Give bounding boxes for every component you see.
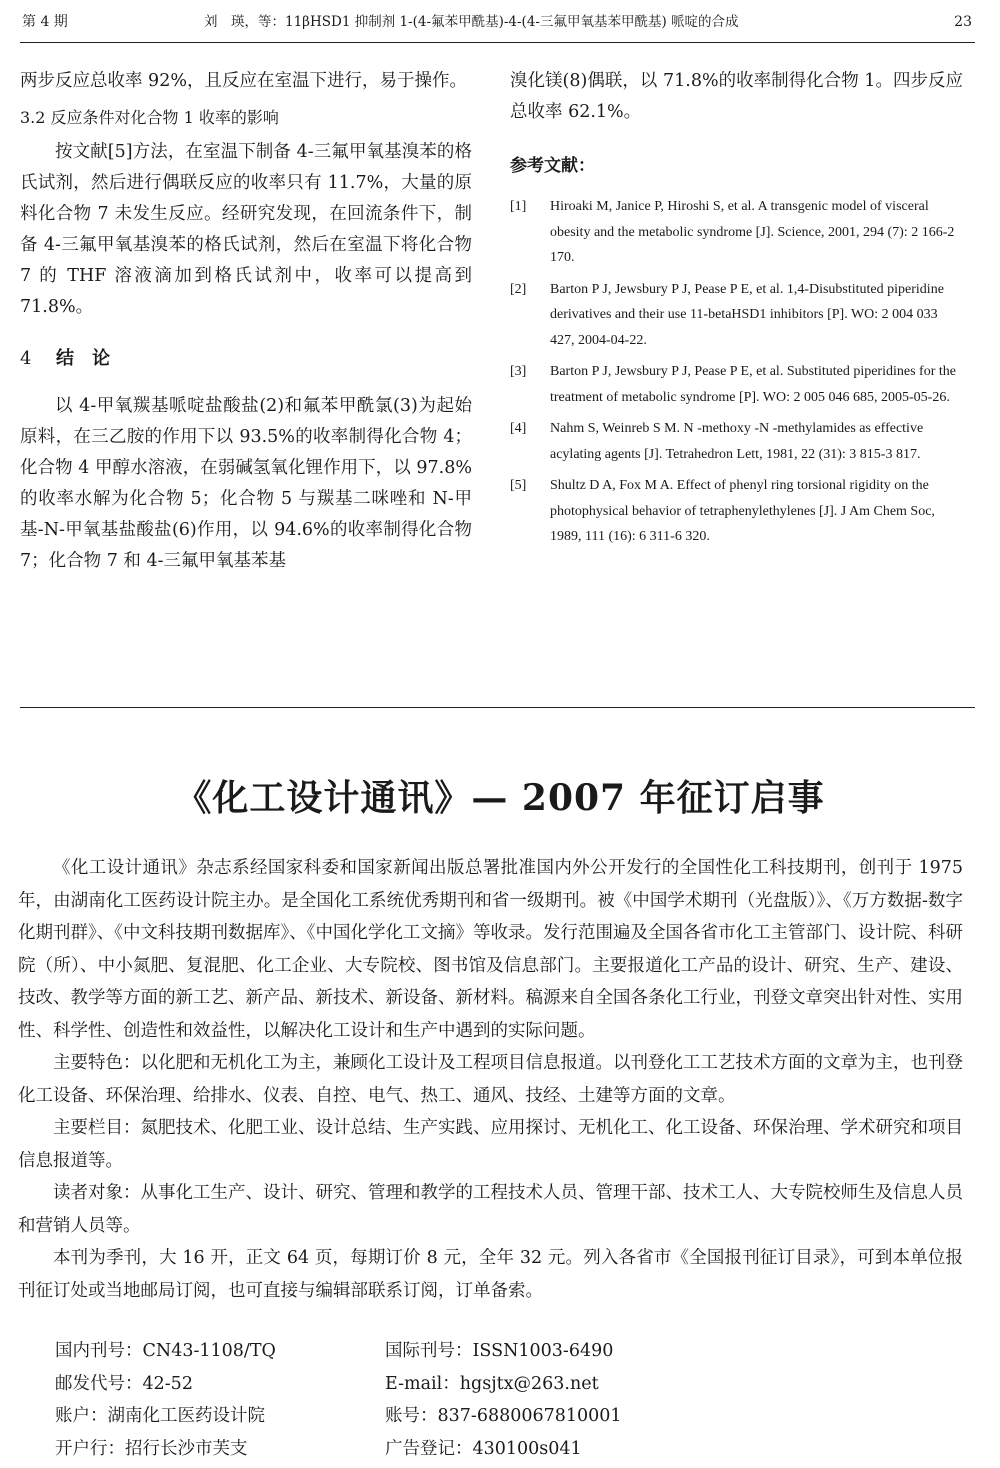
reference-number: [2] [510,281,527,297]
account-name: 账户：湖南化工医药设计院 [55,1406,265,1426]
publication-info [55,1335,955,1465]
subsection-heading-3-2: 3.2 反应条件对化合物 1 收率的影响 [20,108,279,127]
reference-text: Nahm S, Weinreb S M. N -methoxy -N -methylamides as effective acylating agents [J]. Tetrahedron Lett, 1981, 22 (31): 3 815-3 817. [550,421,924,462]
bank-name: 开户行：招行长沙市芙支 [55,1438,248,1459]
notice-title: 《化工设计通讯》— 2007 年征订启事 [175,777,825,819]
paragraph-reaction-conditions: 按文献[5]方法，在室温下制备 4-三氟甲氧基溴苯的格氏试剂，然后进行偶联反应的收率只有 11.7%，大量的原料化合物 7 未发生反应。经研究发现，在回流条件下，制备 4-三氟甲氧基溴苯的格氏试剂，然后在室温下将化合物 7 的 THF 溶液滴加到格氏试剂中，收率可以提高到 71.8%。 [20,142,472,317]
info-row [55,1433,955,1466]
page-number: 23 [954,14,972,30]
reference-text: Shultz D A, Fox M A. Effect of phenyl ring torsional rigidity on the photophysical behavior of tetraphenylethylenes [J]. J Am Chem Soc, 1989, 111 (16): 6 311-6 320. [550,478,935,544]
running-header [22,10,972,34]
issn-number: 国际刊号：ISSN1003-6490 [385,1341,614,1361]
section-divider [20,707,975,708]
section-heading-conclusion [20,345,472,373]
reference-item [510,473,963,550]
references-heading: 参考文献： [510,156,595,176]
ad-license: 广告登记：430100s041 [385,1438,582,1459]
reference-number: [3] [510,364,527,379]
info-row [55,1400,955,1433]
notice-paragraph-features: 主要特色：以化肥和无机化工为主，兼顾化工设计及工程项目信息报道。以刊登化工工艺技术方面的文章为主，也刊登化工设备、环保治理、给排水、仪表、自控、电气、热工、通风、技经、土建等方面的文章。 [18,1053,963,1106]
reference-text: Hiroaki M, Janice P, Hiroshi S, et al. A transgenic model of visceral obesity and the metabolic syndrome [J]. Science, 2001, 294 (7): 2 166-2 170. [550,199,955,265]
reference-item [510,277,963,354]
reference-item [510,359,963,410]
subscription-notice [18,852,963,1307]
paragraph-conclusion-end: 溴化镁(8)偶联，以 71.8%的收率制得化合物 1。四步反应总收率 62.1%。 [510,71,963,122]
notice-paragraph-intro: 《化工设计通讯》杂志系经国家科委和国家新闻出版总署批准国内外公开发行的全国性化工科技期刊，创刊于 1975 年，由湖南化工医药设计院主办。是全国化工系统优秀期刊和省一级期刊。被《中国学术期刊（光盘版）》、《万方数据-数字化期刊群》、《中文科技期刊数据库》、《中国化学化工文摘》等收录。发行范围遍及全国各省市化工主管部门、设计院、科研院（所）、中小氮肥、复混肥、化工企业、大专院校、图书馆及信息部门。主要报道化工产品的设计、研究、生产、建设、技改、教学等方面的新工艺、新产品、新技术、新设备、新材料。稿源来自全国各条化工行业，刊登文章突出针对性、实用性、科学性、创造性和效益性，以解决化工设计和生产中遇到的实际问题。 [18,858,963,1041]
running-title: 刘 瑛，等：11βHSD1 抑制剂 1-(4-氟苯甲酰基)-4-(4-三氟甲氧基苯甲酰基) 哌啶的合成 [204,14,739,30]
section-title: 结 论 [56,348,110,369]
notice-paragraph-pricing: 本刊为季刊，大 16 开，正文 64 页，每期订价 8 元，全年 32 元。列入各省市《全国报刊征订目录》，可到本单位报刊征订处或当地邮局订阅，也可直接与编辑部联系订阅，订单备索。 [18,1248,963,1301]
right-column [510,66,963,556]
left-column [20,66,472,577]
reference-text: Barton P J, Jewsbury P J, Pease P E, et al. Substituted piperidines for the treatment of metabolic syndrome [P]. WO: 2 005 046 685, 2005-05-26. [550,364,956,405]
domestic-number: 国内刊号：CN43-1108/TQ [55,1341,276,1361]
reference-item [510,416,963,467]
notice-paragraph-columns: 主要栏目：氮肥技术、化肥工业、设计总结、生产实践、应用探讨、无机化工、化工设备、环保治理、学术研究和项目信息报道等。 [18,1118,963,1171]
account-number: 账号：837-6880067810001 [385,1406,622,1426]
email-address: E-mail：hgsjtx@263.net [385,1373,599,1394]
reference-number: [5] [510,478,527,493]
notice-paragraph-readers: 读者对象：从事化工生产、设计、研究、管理和教学的工程技术人员、管理干部、技术工人、大专院校师生及信息人员和营销人员等。 [18,1183,963,1236]
reference-text: Barton P J, Jewsbury P J, Pease P E, et al. 1,4-Disubstituted piperidine derivatives and their use 11-betaHSD1 inhibitors [P]. WO: 2 004 033 427, 2004-04-22. [550,281,944,348]
info-row [55,1335,955,1368]
issue-label: 第 4 期 [22,14,68,30]
paragraph-continued: 两步反应总收率 92%，且反应在室温下进行，易于操作。 [20,71,467,91]
info-row [55,1368,955,1401]
reference-number: [1] [510,199,527,214]
paragraph-conclusion: 以 4-甲氧羰基哌啶盐酸盐(2)和氟苯甲酰氯(3)为起始原料，在三乙胺的作用下以 93.5%的收率制得化合物 4；化合物 4 甲醇水溶液，在弱碱氢氧化锂作用下，以 97.8%的收率水解为化合物 5；化合物 5 与羰基二咪唑和 N-甲基-N-甲氧基盐酸盐(6)作用，以 94.6%的收率制得化合物 7；化合物 7 和 4-三氟甲氧基苯基 [20,396,472,571]
reference-list [510,194,963,550]
postal-code: 邮发代号：42-52 [55,1373,193,1394]
reference-number: [4] [510,421,527,436]
section-number: 4 [20,348,32,369]
reference-item [510,194,963,271]
header-rule [20,42,975,43]
